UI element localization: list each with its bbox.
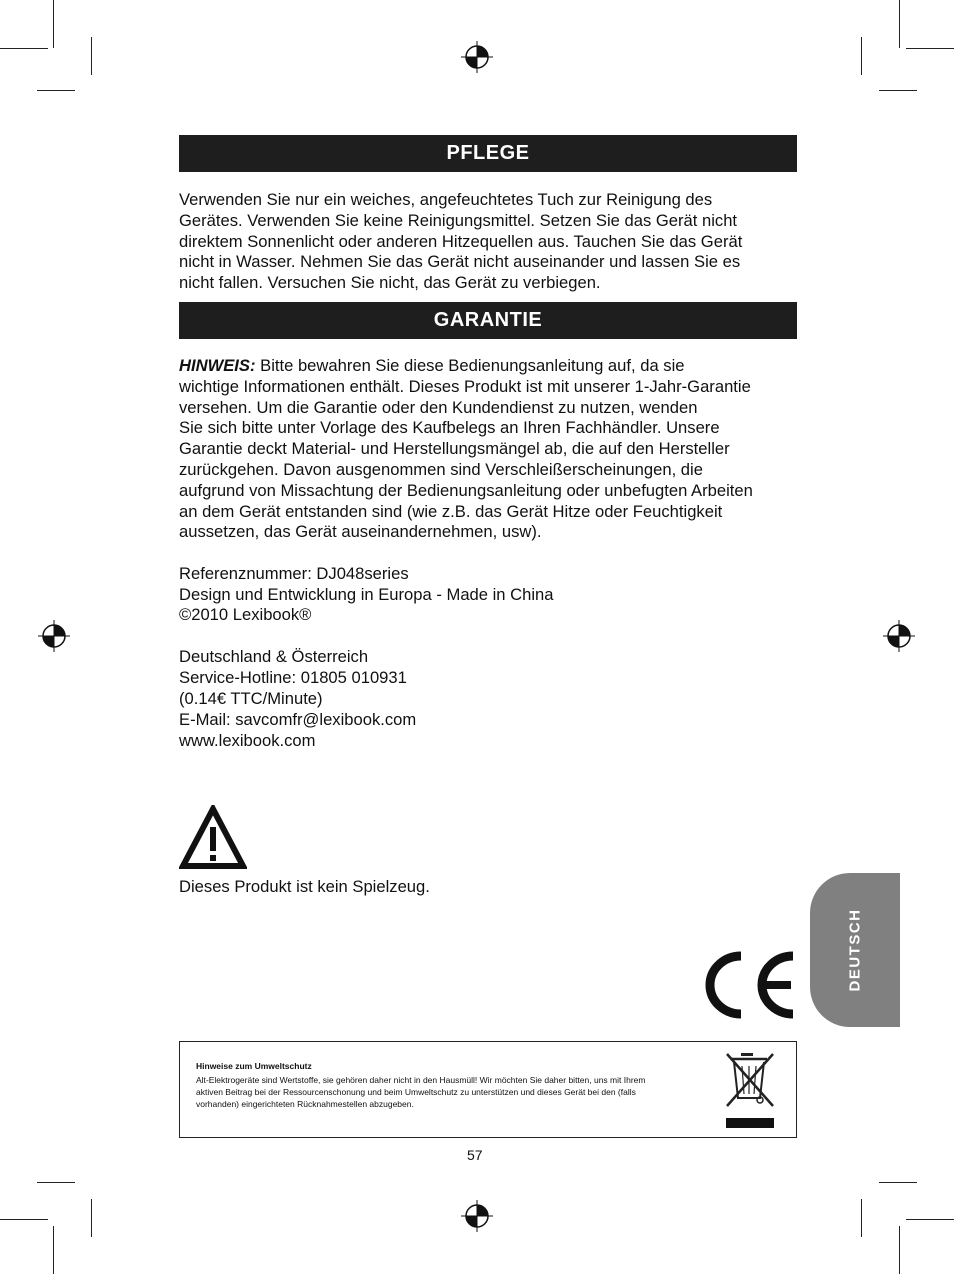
care-paragraph xyxy=(179,190,804,294)
warranty-line: Sie sich bitte unter Vorlage des Kaufbelegs an Ihren Fachhändler. Unsere xyxy=(179,418,720,438)
crop-mark xyxy=(899,1226,900,1274)
crop-mark xyxy=(53,1226,54,1274)
warranty-line: wichtige Informationen enthält. Dieses Produkt ist mit unserer 1-Jahr-Garantie xyxy=(179,376,751,396)
page-number: 57 xyxy=(467,1147,483,1163)
crop-mark xyxy=(861,37,862,75)
registration-mark-icon xyxy=(38,620,70,652)
care-line: nicht fallen. Versuchen Sie nicht, das Gerät zu verbiegen. xyxy=(179,273,601,293)
environment-line: vorhanden) eingerichteten Rücknahmestellen abzugeben. xyxy=(196,1099,414,1109)
warranty-line: zurückgehen. Davon ausgenommen sind Verschleißerscheinungen, die xyxy=(179,459,703,479)
environment-notice xyxy=(179,1041,797,1138)
warranty-line: Garantie deckt Material- und Herstellungsmängel ab, die auf den Hersteller xyxy=(179,439,730,459)
toy-warning-text: Dieses Produkt ist kein Spielzeug. xyxy=(179,877,430,896)
hotline-rate: (0.14€ TTC/Minute) xyxy=(179,689,323,708)
warning-triangle-icon xyxy=(179,805,247,870)
care-section-header: PFLEGE xyxy=(179,135,797,172)
reference-number: Referenznummer: DJ048series xyxy=(179,564,409,583)
design-origin: Design und Entwicklung in Europa - Made in China xyxy=(179,585,554,604)
copyright: ©2010 Lexibook® xyxy=(179,605,312,624)
registration-mark-icon xyxy=(461,1200,493,1232)
warranty-line: an dem Gerät entstanden sind (wie z.B. das Gerät Hitze oder Feuchtigkeit xyxy=(179,501,723,521)
warranty-line: aussetzen, das Gerät auseinandernehmen, usw). xyxy=(179,522,542,542)
crop-mark xyxy=(37,1182,75,1183)
crop-mark xyxy=(899,0,900,48)
contact-email[interactable]: E-Mail: savcomfr@lexibook.com xyxy=(179,710,417,729)
crop-mark xyxy=(861,1199,862,1237)
warranty-line xyxy=(179,356,804,377)
crop-mark xyxy=(906,48,954,49)
language-tab-label: DEUTSCH xyxy=(846,908,864,992)
registration-mark-icon xyxy=(461,41,493,73)
language-tab xyxy=(810,873,900,1027)
crop-mark xyxy=(53,0,54,48)
service-hotline: Service-Hotline: 01805 010931 xyxy=(179,668,407,687)
care-line: Gerätes. Verwenden Sie keine Reinigungsmittel. Setzen Sie das Gerät nicht xyxy=(179,210,738,230)
crop-mark xyxy=(0,48,48,49)
contact-region: Deutschland & Österreich xyxy=(179,647,369,666)
warranty-paragraph xyxy=(179,356,804,543)
crop-mark xyxy=(879,90,917,91)
care-line: nicht in Wasser. Nehmen Sie das Gerät nicht auseinander und lassen Sie es xyxy=(179,252,741,272)
crop-mark xyxy=(0,1219,48,1220)
crossed-bin-icon xyxy=(723,1050,777,1132)
crop-mark xyxy=(906,1219,954,1220)
registration-mark-icon xyxy=(883,620,915,652)
warranty-line: versehen. Um die Garantie oder den Kundendienst zu nutzen, wenden xyxy=(179,397,698,417)
environment-title: Hinweise zum Umweltschutz xyxy=(196,1061,312,1071)
crop-mark xyxy=(37,90,75,91)
crop-mark xyxy=(879,1182,917,1183)
crop-mark xyxy=(91,37,92,75)
care-line: direktem Sonnenlicht oder anderen Hitzequellen aus. Tauchen Sie das Gerät xyxy=(179,231,743,251)
environment-line: Alt-Elektrogeräte sind Wertstoffe, sie gehören daher nicht in den Hausmüll! Wir möchten Sie daher bitten, uns mit Ihrem xyxy=(196,1075,646,1085)
ce-mark-icon xyxy=(697,948,797,1022)
warranty-note-label: HINWEIS: xyxy=(179,356,256,375)
care-line: Verwenden Sie nur ein weiches, angefeuchtetes Tuch zur Reinigung des xyxy=(179,190,713,209)
website-link[interactable]: www.lexibook.com xyxy=(179,731,316,750)
warranty-line-text: Bitte bewahren Sie diese Bedienungsanleitung auf, da sie xyxy=(255,356,685,375)
environment-line: aktiven Beitrag bei der Ressourcenschonung und beim Umweltschutz zu unterstützen und dieses Gerät bei den (falls xyxy=(196,1087,636,1097)
crop-mark xyxy=(91,1199,92,1237)
warranty-line: aufgrund von Missachtung der Bedienungsanleitung oder unbefugten Arbeiten xyxy=(179,480,753,500)
environment-text xyxy=(196,1074,645,1110)
warranty-section-header: GARANTIE xyxy=(179,302,797,339)
